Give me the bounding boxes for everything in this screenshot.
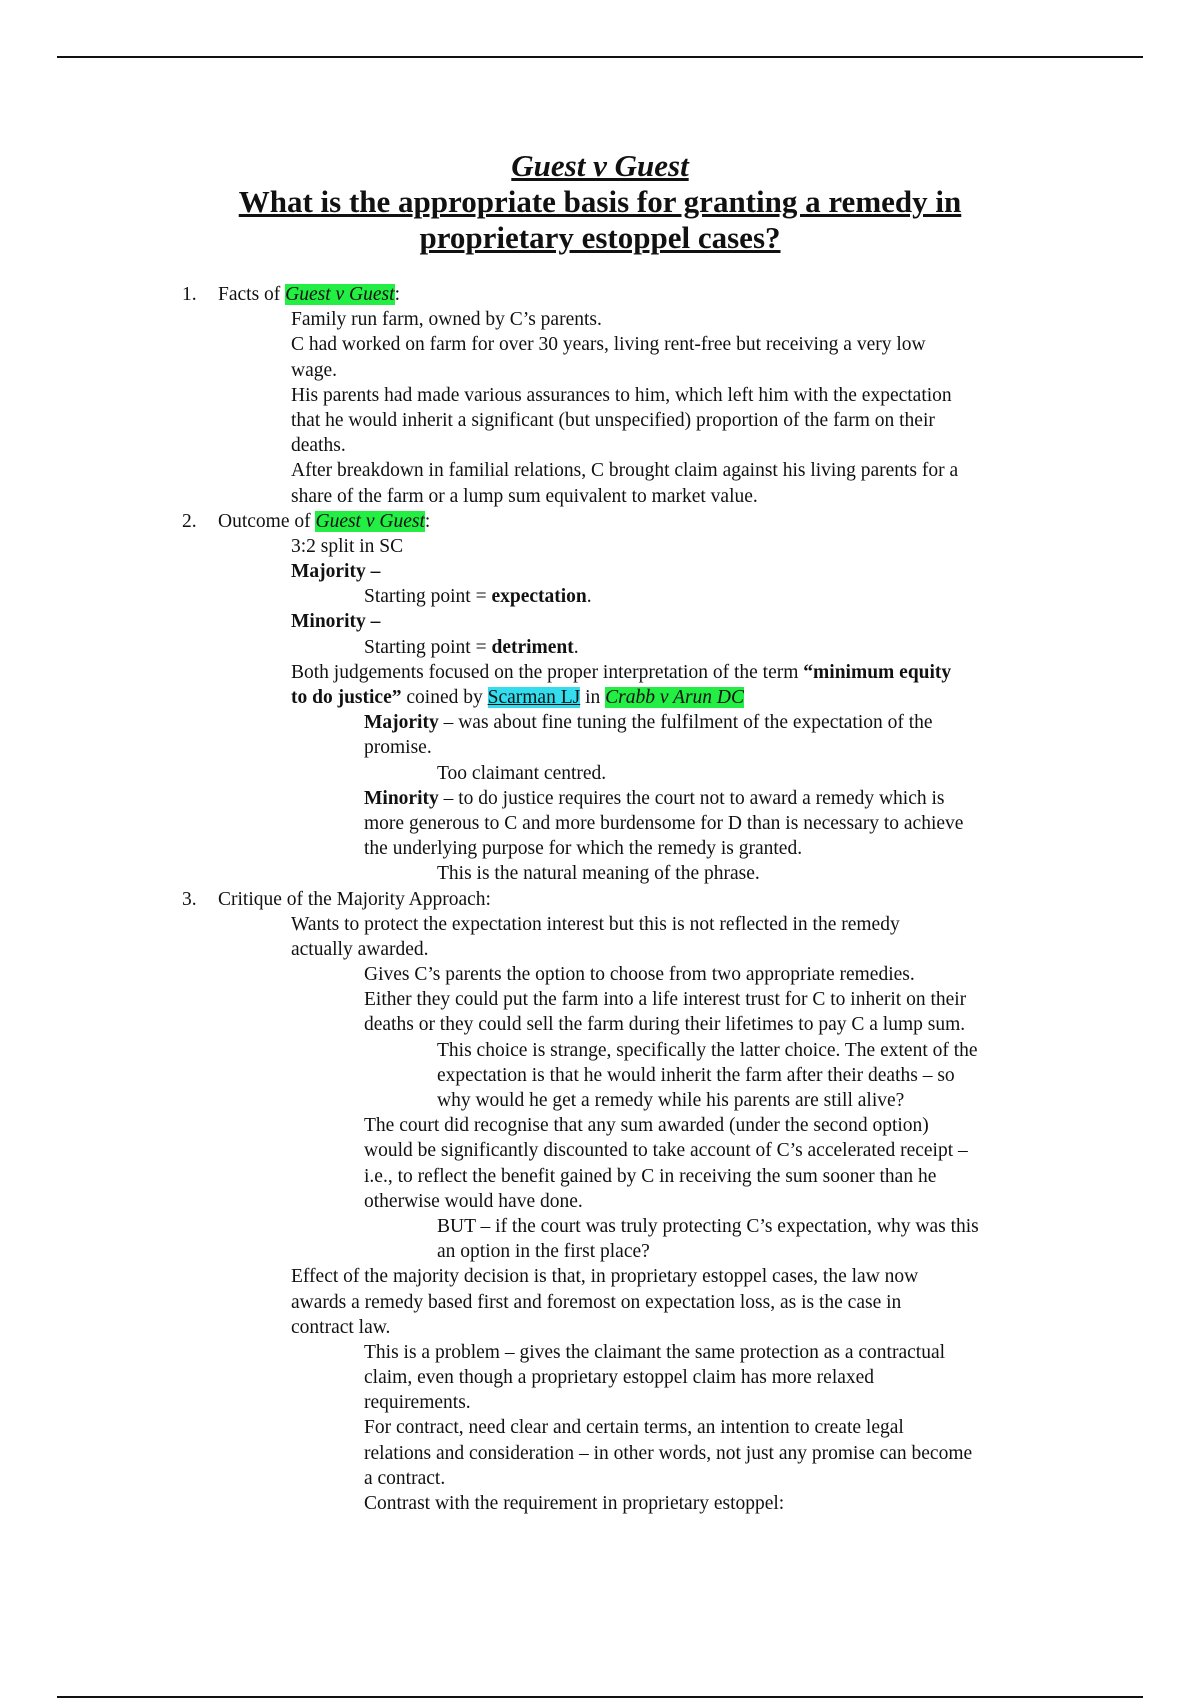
text-line: Gives C’s parents the option to choose from two appropriate remedies. xyxy=(364,964,915,986)
colon: : xyxy=(424,510,431,532)
text-span: Both judgements focused on the proper interpretation of the term xyxy=(291,661,804,683)
text-line: the underlying purpose for which the remedy is granted. xyxy=(364,838,803,860)
text-line: i.e., to reflect the benefit gained by C in receiving the sum sooner than he xyxy=(364,1165,937,1187)
text-line: share of the farm or a lump sum equivalent to market value. xyxy=(291,485,758,507)
text-line: Either they could put the farm into a life interest trust for C to inherit on their xyxy=(364,989,967,1011)
text-line: Effect of the majority decision is that, in proprietary estoppel cases, the law now xyxy=(291,1266,919,1288)
section-label: Critique of the Majority Approach: xyxy=(218,888,491,910)
text-line: Wants to protect the expectation interest but this is not reflected in the remedy xyxy=(291,913,900,935)
text-line: a contract. xyxy=(364,1467,446,1489)
start-prefix: Starting point = xyxy=(364,586,492,608)
text-line: After breakdown in familial relations, C brought claim against his living parents for a xyxy=(291,460,959,482)
minority-label: Minority xyxy=(364,787,439,809)
period: . xyxy=(573,636,579,658)
text-line: This is the natural meaning of the phrase. xyxy=(437,863,760,885)
text-line: The court did recognise that any sum awarded (under the second option) xyxy=(364,1115,929,1137)
text-line xyxy=(0,786,1200,811)
dash: – xyxy=(365,561,381,583)
text-line: BUT – if the court was truly protecting C’s expectation, why was this xyxy=(437,1215,979,1237)
text-span: – to do justice requires the court not to award a remedy which is xyxy=(438,787,945,809)
section-number: 1. xyxy=(182,284,197,305)
bold-term: to do justice” xyxy=(291,687,402,708)
judge-link[interactable]: Scarman LJ xyxy=(487,687,581,708)
text-span: coined by xyxy=(401,687,488,708)
text-line: expectation is that he would inherit the farm after their deaths – so xyxy=(437,1064,955,1086)
text-line: actually awarded. xyxy=(291,938,429,960)
section-label: Facts of xyxy=(218,284,286,305)
case-highlight: Crabb v Arun DC xyxy=(605,687,745,708)
text-line: wage. xyxy=(291,359,338,381)
section-2-heading xyxy=(0,509,1200,534)
section-label: Outcome of xyxy=(218,510,316,532)
header-rule xyxy=(57,56,1143,58)
period: . xyxy=(586,586,592,608)
text-line xyxy=(0,685,1200,710)
section-number: 2. xyxy=(182,510,197,532)
section-number: 3. xyxy=(182,888,197,910)
text-line: 3:2 split in SC xyxy=(291,535,404,557)
text-line: This choice is strange, specifically the latter choice. The extent of the xyxy=(437,1039,978,1061)
section-3-heading xyxy=(0,887,1200,912)
text-line xyxy=(0,584,1200,609)
text-span: – was about fine tuning the fulfilment of the expectation of the xyxy=(438,712,933,734)
section-1-heading xyxy=(0,282,1200,307)
text-line: This is a problem – gives the claimant the same protection as a contractual xyxy=(364,1341,946,1363)
question-title-line-1: What is the appropriate basis for granting a remedy in xyxy=(238,184,962,219)
text-line: that he would inherit a significant (but unspecified) proportion of the farm on their xyxy=(291,409,935,431)
text-line: deaths or they could sell the farm during their lifetimes to pay C a lump sum. xyxy=(364,1014,966,1036)
text-line: Family run farm, owned by C’s parents. xyxy=(291,309,602,331)
text-line: deaths. xyxy=(291,435,346,457)
text-line: claim, even though a proprietary estoppel claim has more relaxed xyxy=(364,1367,875,1389)
footer-rule xyxy=(57,1696,1143,1698)
text-line: promise. xyxy=(364,737,432,759)
text-line: relations and consideration – in other words, not just any promise can become xyxy=(364,1442,973,1464)
minority-heading xyxy=(0,609,1200,634)
text-line xyxy=(0,710,1200,735)
case-highlight: Guest v Guest xyxy=(315,510,425,532)
text-line: awards a remedy based first and foremost on expectation loss, as is the case in xyxy=(291,1291,902,1313)
majority-start: expectation xyxy=(491,586,587,608)
text-line: more generous to C and more burdensome for D than is necessary to achieve xyxy=(364,812,964,834)
question-title-line-2: proprietary estoppel cases? xyxy=(419,220,781,255)
text-line: His parents had made various assurances to him, which left him with the expectation xyxy=(291,384,952,406)
text-span: in xyxy=(580,687,606,708)
text-line: would be significantly discounted to take account of C’s accelerated receipt – xyxy=(364,1140,968,1162)
text-line: otherwise would have done. xyxy=(364,1190,583,1212)
text-line: C had worked on farm for over 30 years, living rent-free but receiving a very low xyxy=(291,334,926,356)
dash: – xyxy=(365,611,381,633)
text-line xyxy=(0,635,1200,660)
text-line: For contract, need clear and certain terms, an intention to create legal xyxy=(364,1417,904,1439)
document-body xyxy=(0,282,1200,1516)
text-line: requirements. xyxy=(364,1392,471,1414)
text-line: an option in the first place? xyxy=(437,1241,650,1263)
majority-heading xyxy=(0,559,1200,584)
text-line xyxy=(0,660,1200,685)
case-title: Guest v Guest xyxy=(511,148,689,183)
text-line: Too claimant centred. xyxy=(437,762,607,784)
majority-label: Majority xyxy=(291,561,366,583)
majority-label: Majority xyxy=(364,712,439,734)
bold-term: “minimum equity xyxy=(803,661,952,683)
text-line: why would he get a remedy while his parents are still alive? xyxy=(437,1090,905,1111)
text-line: Contrast with the requirement in proprietary estoppel: xyxy=(364,1493,785,1514)
minority-label: Minority xyxy=(291,611,366,633)
text-line: contract law. xyxy=(291,1316,391,1338)
minority-start: detriment xyxy=(491,636,574,658)
case-highlight: Guest v Guest xyxy=(285,284,395,305)
start-prefix: Starting point = xyxy=(364,636,492,658)
colon: : xyxy=(394,284,400,305)
